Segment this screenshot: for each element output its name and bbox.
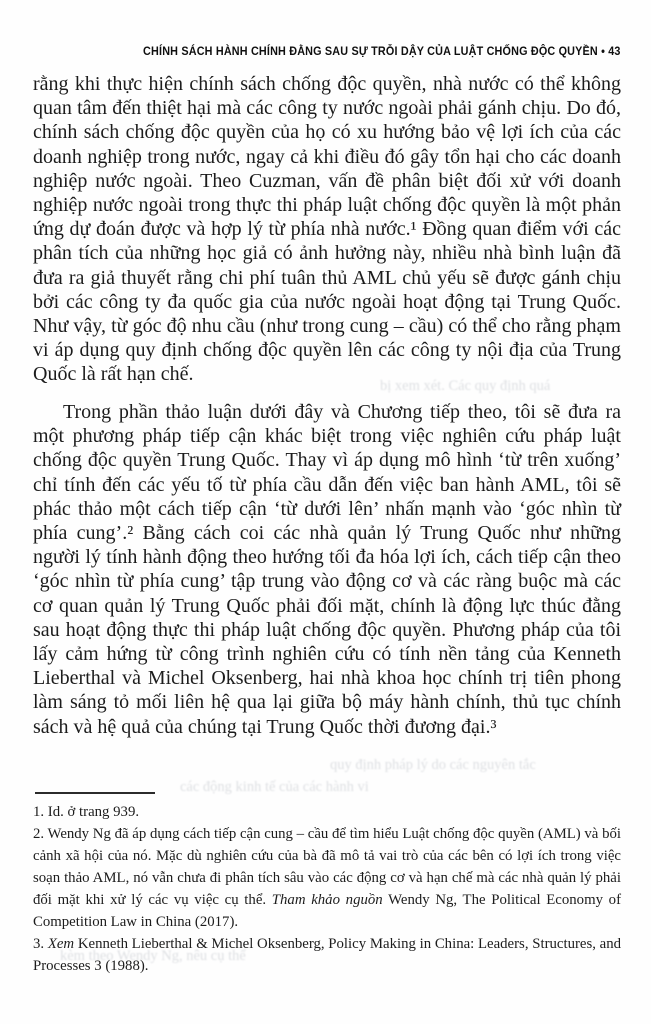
running-head: [33, 42, 621, 60]
body-paragraph-2: Trong phần thảo luận dưới đây và Chương tiếp theo, tôi sẽ đưa ra một phương pháp tiếp cận khác biệt trong việc nghiên cứu pháp luật chống độc quyền Trung Quốc. Thay vì áp dụng mô hình ‘từ trên xuống’ chỉ tính đến các yếu tố từ phía cầu dẫn đến việc ban hành AML, tôi sẽ phác thảo một cách tiếp cận ‘từ dưới lên’ nhấn mạnh vào ‘góc nhìn từ phía cung’.² Bằng cách coi các nhà quản lý Trung Quốc như những người lý tính hành động theo hướng tối đa hóa lợi ích, cách tiếp cận theo ‘góc nhìn từ phía cung’ tập trung vào động cơ và các ràng buộc mà các cơ quan quản lý Trung Quốc phải đối mặt, chính là động lực thúc đằng sau hoạt động thực thi pháp luật chống độc quyền. Phương pháp của tôi lấy cảm hứng từ công trình nghiên cứu có tính nền tảng của Kenneth Lieberthal và Michel Oksenberg, hai nhà khoa học chính trị tiên phong làm sáng tỏ mối liên hệ qua lại giữa bộ máy hành chính, thủ tục chính sách và hệ quả của chúng tại Trung Quốc thời đương đại.³: [33, 401, 621, 738]
running-head-text: CHÍNH SÁCH HÀNH CHÍNH ĐẰNG SAU SỰ TRỖI DẬY CỦA LUẬT CHỐNG ĐỘC QUYỀN • 43: [143, 44, 621, 58]
bleed-through-text: các động kinh tế của các hành vi: [180, 779, 369, 795]
body-paragraph-1: rằng khi thực hiện chính sách chống độc quyền, nhà nước có thể không quan tâm đến thiệt hại mà các công ty nước ngoài phải gánh chịu. Do đó, chính sách chống độc quyền của họ có xu hướng bảo vệ lợi ích của các doanh nghiệp trong nước, ngay cả khi điều đó gây tổn hại cho các doanh nghiệp nước ngoài. Theo Cuzman, vấn đề phân biệt đối xử với doanh nghiệp nước ngoài trong thực thi pháp luật chống độc quyền là một phản ứng dự đoán được và hợp lý từ phía nhà nước.¹ Đồng quan điểm với các phân tích của những học giả có ảnh hưởng này, nhiều nhà bình luận đã đưa ra giả thuyết rằng chi phí tuân thủ AML chủ yếu sẽ được gánh chịu bởi các công ty đa quốc gia của nước ngoài hoạt động tại Trung Quốc. Như vậy, từ góc độ nhu cầu (như trong cung – cầu) có thể cho rằng phạm vi áp dụng quy định chống độc quyền lên các công ty nội địa của Trung Quốc là rất hạn chế.: [33, 73, 621, 386]
footnotes-block: [33, 801, 621, 977]
footnote-separator: [35, 792, 155, 794]
footnote-2: 2. Wendy Ng đã áp dụng cách tiếp cận cung – cầu để tìm hiểu Luật chống độc quyền (AML) và bối cảnh xã hội của nó. Mặc dù nghiên cứu của bà đã mô tả vai trò của các bên có lợi ích trong việc soạn thảo AML, nó vẫn chưa đi phân tích sâu vào các động cơ và hạn chế mà các nhà quản lý phải đối mặt khi xử lý các vụ việc cụ thể. Tham khảo nguồn Wendy Ng, The Political Economy of Competition Law in China (2017).: [33, 826, 622, 930]
bleed-through-text: bị xem xét. Các quy định quá: [380, 378, 551, 394]
footnote-1: 1. Id. ở trang 939.: [33, 804, 140, 820]
bleed-through-text: quy định pháp lý do các nguyên tắc: [330, 757, 536, 773]
footnote-3: 3. Xem Kenneth Lieberthal & Michel Oksenberg, Policy Making in China: Leaders, Structures, and Processes 3 (1988).: [33, 936, 622, 974]
bleed-through-text: kèm theo Wendy Ng, nêu cụ thể: [60, 948, 246, 964]
